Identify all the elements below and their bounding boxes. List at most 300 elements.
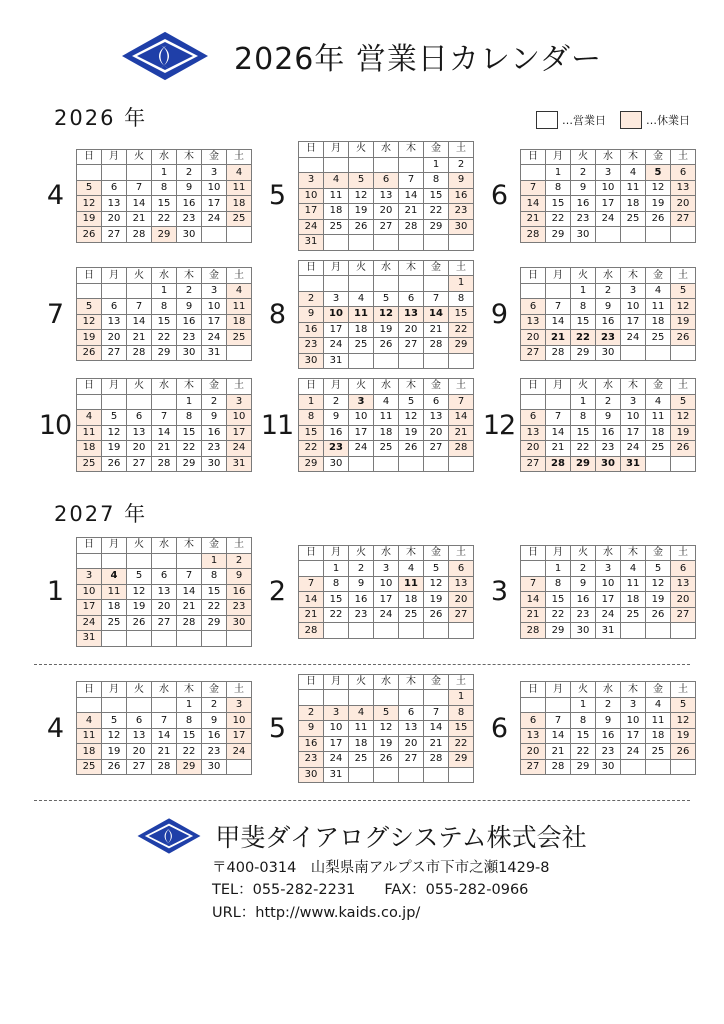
weekday-header-cell: 土 bbox=[449, 260, 474, 276]
empty-day-cell bbox=[127, 697, 152, 713]
day-cell: 22 bbox=[546, 211, 571, 227]
day-cell: 7 bbox=[521, 180, 546, 196]
weekday-header-cell: 金 bbox=[646, 545, 671, 561]
day-cell: 20 bbox=[152, 600, 177, 616]
day-cell: 14 bbox=[521, 592, 546, 608]
weekday-header-cell: 水 bbox=[374, 379, 399, 395]
contact-info bbox=[34, 857, 690, 924]
week-row bbox=[77, 283, 252, 299]
empty-day-cell bbox=[227, 759, 252, 775]
month-number: 2 bbox=[268, 576, 286, 608]
day-cell: 26 bbox=[646, 211, 671, 227]
empty-day-cell bbox=[374, 456, 399, 472]
week-row bbox=[77, 553, 252, 569]
week-row bbox=[77, 615, 252, 631]
day-cell: 9 bbox=[299, 307, 324, 323]
weekday-header-cell: 日 bbox=[521, 545, 546, 561]
day-cell: 2 bbox=[571, 561, 596, 577]
day-cell: 2 bbox=[177, 283, 202, 299]
weekday-header-cell: 水 bbox=[374, 674, 399, 690]
weekday-header-cell: 土 bbox=[671, 149, 696, 165]
day-cell: 29 bbox=[424, 219, 449, 235]
day-cell: 26 bbox=[127, 615, 152, 631]
day-cell: 19 bbox=[374, 322, 399, 338]
day-cell: 18 bbox=[349, 736, 374, 752]
day-cell: 4 bbox=[77, 410, 102, 426]
day-cell: 27 bbox=[671, 211, 696, 227]
day-cell: 30 bbox=[324, 456, 349, 472]
day-cell: 4 bbox=[621, 561, 646, 577]
day-cell: 25 bbox=[227, 211, 252, 227]
week-row bbox=[77, 299, 252, 315]
weekday-header-cell: 土 bbox=[227, 379, 252, 395]
day-cell: 12 bbox=[671, 410, 696, 426]
week-row bbox=[299, 690, 474, 706]
empty-day-cell bbox=[299, 157, 324, 173]
day-cell: 15 bbox=[449, 307, 474, 323]
day-cell: 1 bbox=[177, 394, 202, 410]
day-cell: 4 bbox=[399, 561, 424, 577]
week-row bbox=[521, 456, 696, 472]
day-cell: 1 bbox=[424, 157, 449, 173]
day-cell: 11 bbox=[621, 180, 646, 196]
weekday-header-cell: 金 bbox=[424, 674, 449, 690]
day-cell: 1 bbox=[449, 276, 474, 292]
weekday-header-cell: 日 bbox=[299, 545, 324, 561]
week-row bbox=[77, 697, 252, 713]
day-cell: 5 bbox=[399, 394, 424, 410]
day-cell: 27 bbox=[102, 227, 127, 243]
empty-day-cell bbox=[152, 697, 177, 713]
day-cell: 12 bbox=[349, 188, 374, 204]
day-cell: 28 bbox=[449, 441, 474, 457]
day-cell: 13 bbox=[449, 576, 474, 592]
month-block bbox=[256, 260, 468, 370]
week-row bbox=[299, 307, 474, 323]
day-cell: 1 bbox=[546, 165, 571, 181]
week-row bbox=[299, 425, 474, 441]
day-cell: 22 bbox=[449, 322, 474, 338]
day-cell: 10 bbox=[349, 410, 374, 426]
day-cell: 19 bbox=[127, 600, 152, 616]
weekday-header-row bbox=[299, 260, 474, 276]
day-cell: 13 bbox=[102, 196, 127, 212]
day-cell: 21 bbox=[424, 322, 449, 338]
day-cell: 28 bbox=[299, 623, 324, 639]
day-cell: 27 bbox=[521, 759, 546, 775]
day-cell: 10 bbox=[621, 713, 646, 729]
weekday-header-cell: 水 bbox=[596, 149, 621, 165]
day-cell: 9 bbox=[227, 569, 252, 585]
month-calendar-table bbox=[76, 537, 252, 647]
month-block bbox=[34, 141, 246, 251]
day-cell: 21 bbox=[399, 204, 424, 220]
empty-day-cell bbox=[374, 235, 399, 251]
day-cell: 14 bbox=[424, 307, 449, 323]
week-row bbox=[299, 441, 474, 457]
day-cell: 5 bbox=[374, 705, 399, 721]
months-row bbox=[26, 674, 698, 784]
day-cell: 1 bbox=[177, 697, 202, 713]
day-cell: 21 bbox=[521, 607, 546, 623]
day-cell: 22 bbox=[152, 211, 177, 227]
empty-day-cell bbox=[177, 631, 202, 647]
weekday-header-cell: 火 bbox=[349, 379, 374, 395]
day-cell: 12 bbox=[646, 180, 671, 196]
day-cell: 18 bbox=[227, 196, 252, 212]
day-cell: 28 bbox=[177, 615, 202, 631]
day-cell: 19 bbox=[671, 314, 696, 330]
day-cell: 16 bbox=[299, 322, 324, 338]
day-cell: 5 bbox=[646, 561, 671, 577]
weekday-header-cell: 月 bbox=[102, 682, 127, 698]
day-cell: 2 bbox=[202, 697, 227, 713]
day-cell: 28 bbox=[152, 456, 177, 472]
day-cell: 23 bbox=[349, 607, 374, 623]
day-cell: 2 bbox=[202, 394, 227, 410]
day-cell: 24 bbox=[202, 330, 227, 346]
day-cell: 29 bbox=[546, 623, 571, 639]
footer-divider bbox=[34, 800, 690, 801]
empty-day-cell bbox=[77, 553, 102, 569]
day-cell: 11 bbox=[77, 728, 102, 744]
day-cell: 4 bbox=[227, 165, 252, 181]
month-block bbox=[256, 378, 468, 472]
day-cell: 25 bbox=[646, 744, 671, 760]
day-cell: 30 bbox=[596, 345, 621, 361]
day-cell: 15 bbox=[546, 196, 571, 212]
day-cell: 6 bbox=[521, 713, 546, 729]
week-row bbox=[299, 338, 474, 354]
day-cell: 27 bbox=[127, 456, 152, 472]
empty-day-cell bbox=[521, 283, 546, 299]
day-cell: 26 bbox=[374, 338, 399, 354]
day-cell: 17 bbox=[202, 314, 227, 330]
week-row bbox=[77, 584, 252, 600]
day-cell: 9 bbox=[571, 576, 596, 592]
year-row-2026 bbox=[26, 102, 698, 132]
day-cell: 26 bbox=[424, 607, 449, 623]
day-cell: 1 bbox=[152, 165, 177, 181]
day-cell: 30 bbox=[449, 219, 474, 235]
day-cell: 24 bbox=[324, 752, 349, 768]
day-cell: 3 bbox=[324, 291, 349, 307]
day-cell: 16 bbox=[571, 196, 596, 212]
week-row bbox=[77, 314, 252, 330]
day-cell: 3 bbox=[77, 569, 102, 585]
day-cell: 14 bbox=[127, 314, 152, 330]
weekday-header-cell: 土 bbox=[671, 379, 696, 395]
weekday-header-cell: 木 bbox=[621, 149, 646, 165]
empty-day-cell bbox=[324, 235, 349, 251]
week-row bbox=[299, 173, 474, 189]
weekday-header-cell: 月 bbox=[102, 538, 127, 554]
week-row bbox=[521, 394, 696, 410]
week-row bbox=[77, 713, 252, 729]
day-cell: 22 bbox=[571, 330, 596, 346]
day-cell: 13 bbox=[521, 728, 546, 744]
empty-day-cell bbox=[102, 631, 127, 647]
week-row bbox=[77, 211, 252, 227]
empty-day-cell bbox=[399, 353, 424, 369]
day-cell: 3 bbox=[227, 394, 252, 410]
empty-day-cell bbox=[324, 276, 349, 292]
day-cell: 25 bbox=[399, 607, 424, 623]
empty-day-cell bbox=[621, 759, 646, 775]
empty-day-cell bbox=[374, 276, 399, 292]
empty-day-cell bbox=[521, 697, 546, 713]
day-cell: 14 bbox=[177, 584, 202, 600]
week-row bbox=[299, 736, 474, 752]
day-cell: 19 bbox=[102, 441, 127, 457]
day-cell: 13 bbox=[127, 425, 152, 441]
calendar-section-2027 bbox=[26, 537, 698, 783]
month-block bbox=[256, 141, 468, 251]
day-cell: 25 bbox=[374, 441, 399, 457]
month-number: 5 bbox=[268, 180, 286, 212]
empty-day-cell bbox=[77, 165, 102, 181]
weekday-header-cell: 木 bbox=[399, 674, 424, 690]
week-row bbox=[77, 425, 252, 441]
empty-day-cell bbox=[299, 561, 324, 577]
day-cell: 24 bbox=[227, 441, 252, 457]
day-cell: 27 bbox=[374, 219, 399, 235]
day-cell: 12 bbox=[671, 713, 696, 729]
month-number: 1 bbox=[46, 576, 64, 608]
week-row bbox=[299, 188, 474, 204]
week-row bbox=[77, 744, 252, 760]
week-row bbox=[521, 283, 696, 299]
weekday-header-cell: 金 bbox=[202, 379, 227, 395]
weekday-header-cell: 金 bbox=[424, 260, 449, 276]
day-cell: 10 bbox=[324, 721, 349, 737]
empty-day-cell bbox=[399, 235, 424, 251]
weekday-header-cell: 日 bbox=[77, 538, 102, 554]
day-cell: 5 bbox=[374, 291, 399, 307]
day-cell: 2 bbox=[227, 553, 252, 569]
page-footer bbox=[26, 817, 698, 924]
weekday-header-cell: 月 bbox=[102, 149, 127, 165]
day-cell: 25 bbox=[646, 330, 671, 346]
day-cell: 24 bbox=[621, 330, 646, 346]
day-cell: 27 bbox=[127, 759, 152, 775]
month-calendar-table bbox=[298, 674, 474, 784]
empty-day-cell bbox=[621, 227, 646, 243]
empty-day-cell bbox=[374, 353, 399, 369]
weekday-header-cell: 土 bbox=[227, 149, 252, 165]
day-cell: 26 bbox=[671, 441, 696, 457]
week-row bbox=[521, 759, 696, 775]
empty-day-cell bbox=[546, 394, 571, 410]
day-cell: 29 bbox=[202, 615, 227, 631]
day-cell: 27 bbox=[671, 607, 696, 623]
empty-day-cell bbox=[646, 345, 671, 361]
day-cell: 9 bbox=[596, 299, 621, 315]
empty-day-cell bbox=[202, 227, 227, 243]
day-cell: 8 bbox=[571, 410, 596, 426]
day-cell: 25 bbox=[102, 615, 127, 631]
weekday-header-cell: 火 bbox=[127, 682, 152, 698]
weekday-header-cell: 土 bbox=[449, 142, 474, 158]
weekday-header-cell: 月 bbox=[546, 149, 571, 165]
month-block bbox=[256, 674, 468, 784]
day-cell: 23 bbox=[202, 441, 227, 457]
legend-label-workday: …営業日 bbox=[562, 114, 606, 127]
empty-day-cell bbox=[102, 553, 127, 569]
day-cell: 11 bbox=[324, 188, 349, 204]
week-row bbox=[521, 180, 696, 196]
weekday-header-cell: 日 bbox=[299, 260, 324, 276]
empty-day-cell bbox=[449, 623, 474, 639]
weekday-header-row bbox=[299, 142, 474, 158]
day-cell: 2 bbox=[571, 165, 596, 181]
week-row bbox=[521, 314, 696, 330]
week-row bbox=[521, 211, 696, 227]
day-cell: 4 bbox=[646, 697, 671, 713]
month-number: 12 bbox=[482, 409, 516, 441]
day-cell: 13 bbox=[671, 180, 696, 196]
day-cell: 15 bbox=[424, 188, 449, 204]
weekday-header-cell: 金 bbox=[646, 149, 671, 165]
month-block bbox=[34, 378, 246, 472]
day-cell: 13 bbox=[671, 576, 696, 592]
day-cell: 6 bbox=[671, 165, 696, 181]
weekday-header-cell: 火 bbox=[571, 268, 596, 284]
day-cell: 20 bbox=[102, 211, 127, 227]
weekday-header-cell: 月 bbox=[546, 379, 571, 395]
empty-day-cell bbox=[299, 276, 324, 292]
day-cell: 11 bbox=[646, 410, 671, 426]
day-cell: 20 bbox=[399, 322, 424, 338]
weekday-header-cell: 月 bbox=[324, 674, 349, 690]
weekday-header-row bbox=[299, 379, 474, 395]
day-cell: 6 bbox=[424, 394, 449, 410]
day-cell: 4 bbox=[227, 283, 252, 299]
empty-day-cell bbox=[77, 283, 102, 299]
day-cell: 10 bbox=[621, 299, 646, 315]
day-cell: 8 bbox=[324, 576, 349, 592]
weekday-header-cell: 日 bbox=[77, 379, 102, 395]
day-cell: 25 bbox=[349, 752, 374, 768]
day-cell: 7 bbox=[424, 705, 449, 721]
legend-swatch-holiday bbox=[620, 111, 642, 129]
day-cell: 10 bbox=[202, 299, 227, 315]
day-cell: 2 bbox=[449, 157, 474, 173]
day-cell: 16 bbox=[202, 728, 227, 744]
company-address: 〒400-0314 山梨県南アルプス市下市之瀬1429-8 bbox=[212, 860, 550, 876]
day-cell: 18 bbox=[77, 441, 102, 457]
week-row bbox=[299, 607, 474, 623]
empty-day-cell bbox=[102, 165, 127, 181]
day-cell: 24 bbox=[596, 607, 621, 623]
day-cell: 11 bbox=[621, 576, 646, 592]
weekday-header-cell: 日 bbox=[77, 149, 102, 165]
day-cell: 22 bbox=[202, 600, 227, 616]
day-cell: 17 bbox=[596, 592, 621, 608]
month-number: 4 bbox=[46, 712, 64, 744]
week-row bbox=[521, 330, 696, 346]
day-cell: 13 bbox=[127, 728, 152, 744]
day-cell: 21 bbox=[127, 211, 152, 227]
day-cell: 29 bbox=[571, 345, 596, 361]
month-calendar-table bbox=[298, 545, 474, 639]
day-cell: 9 bbox=[571, 180, 596, 196]
months-row bbox=[26, 537, 698, 647]
day-cell: 27 bbox=[102, 345, 127, 361]
day-cell: 22 bbox=[571, 744, 596, 760]
day-cell: 16 bbox=[449, 188, 474, 204]
day-cell: 6 bbox=[102, 299, 127, 315]
empty-day-cell bbox=[349, 353, 374, 369]
day-cell: 16 bbox=[324, 425, 349, 441]
day-cell: 26 bbox=[646, 607, 671, 623]
day-cell: 6 bbox=[449, 561, 474, 577]
week-row bbox=[299, 219, 474, 235]
weekday-header-cell: 日 bbox=[77, 268, 102, 284]
day-cell: 5 bbox=[349, 173, 374, 189]
month-block bbox=[34, 260, 246, 370]
day-cell: 27 bbox=[521, 456, 546, 472]
weekday-header-cell: 木 bbox=[177, 682, 202, 698]
day-cell: 25 bbox=[77, 759, 102, 775]
weekday-header-cell: 水 bbox=[374, 142, 399, 158]
day-cell: 15 bbox=[571, 728, 596, 744]
day-cell: 18 bbox=[646, 314, 671, 330]
company-name: 甲斐ダイアログシステム株式会社 bbox=[215, 823, 587, 852]
week-row bbox=[521, 441, 696, 457]
day-cell: 1 bbox=[202, 553, 227, 569]
empty-day-cell bbox=[399, 767, 424, 783]
day-cell: 29 bbox=[152, 227, 177, 243]
empty-day-cell bbox=[621, 623, 646, 639]
empty-day-cell bbox=[152, 553, 177, 569]
day-cell: 16 bbox=[202, 425, 227, 441]
month-number: 6 bbox=[490, 180, 508, 212]
day-cell: 8 bbox=[424, 173, 449, 189]
weekday-header-cell: 水 bbox=[152, 682, 177, 698]
week-row bbox=[77, 631, 252, 647]
empty-day-cell bbox=[399, 276, 424, 292]
empty-day-cell bbox=[77, 697, 102, 713]
week-row bbox=[77, 165, 252, 181]
weekday-header-cell: 日 bbox=[299, 674, 324, 690]
day-cell: 16 bbox=[227, 584, 252, 600]
day-cell: 23 bbox=[596, 744, 621, 760]
weekday-header-cell: 月 bbox=[324, 260, 349, 276]
month-number: 3 bbox=[490, 576, 508, 608]
day-cell: 1 bbox=[571, 697, 596, 713]
day-cell: 16 bbox=[571, 592, 596, 608]
day-cell: 18 bbox=[646, 425, 671, 441]
day-cell: 6 bbox=[399, 705, 424, 721]
day-cell: 17 bbox=[596, 196, 621, 212]
empty-day-cell bbox=[77, 394, 102, 410]
empty-day-cell bbox=[349, 456, 374, 472]
weekday-header-cell: 木 bbox=[399, 260, 424, 276]
page-header bbox=[26, 0, 698, 82]
day-cell: 30 bbox=[571, 623, 596, 639]
weekday-header-cell: 土 bbox=[227, 538, 252, 554]
day-cell: 21 bbox=[424, 736, 449, 752]
day-cell: 30 bbox=[177, 345, 202, 361]
day-cell: 15 bbox=[202, 584, 227, 600]
day-cell: 24 bbox=[299, 219, 324, 235]
day-cell: 18 bbox=[621, 592, 646, 608]
day-cell: 21 bbox=[299, 607, 324, 623]
day-cell: 28 bbox=[546, 456, 571, 472]
empty-day-cell bbox=[424, 353, 449, 369]
day-cell: 13 bbox=[424, 410, 449, 426]
